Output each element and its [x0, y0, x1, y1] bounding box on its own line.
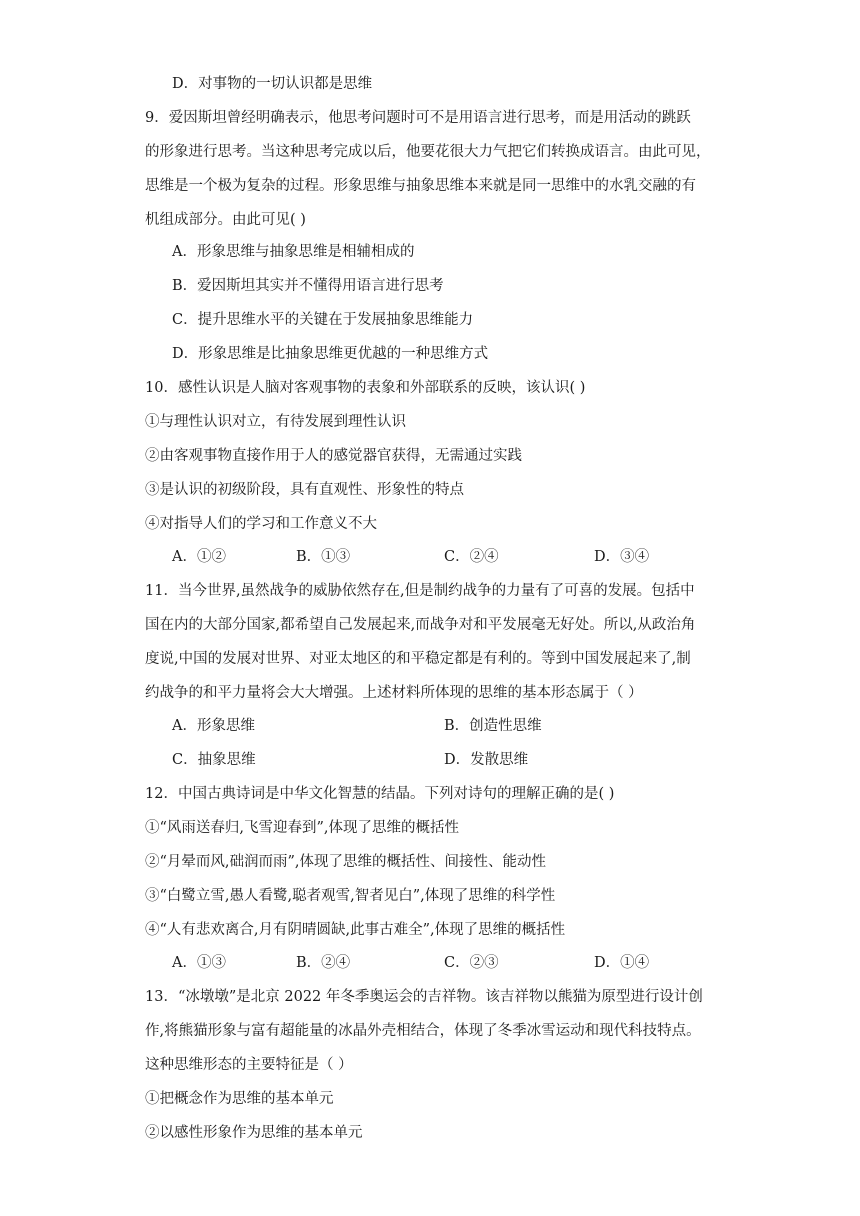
q8-option-d: D．对事物的一切认识都是思维 [172, 76, 373, 92]
q13-statement-1: ①把概念作为思维的基本单元 [145, 1091, 334, 1107]
q10-statement-1: ①与理性认识对立，有待发展到理性认识 [145, 414, 406, 430]
q9-option-a: A．形象思维与抽象思维是相辅相成的 [172, 244, 415, 260]
q10-option-a: A．①② [172, 549, 226, 565]
q11-stem-line-1: 11．当今世界,虽然战争的威胁依然存在,但是制约战争的力量有了可喜的发展。包括中 [145, 583, 695, 599]
q9-option-c: C．提升思维水平的关键在于发展抽象思维能力 [172, 312, 474, 328]
q9-stem-line-4: 机组成部分。由此可见( ) [145, 212, 306, 228]
q11-stem-line-3: 度说,中国的发展对世界、对亚太地区的和平稳定都是有利的。等到中国发展起来了,制 [145, 651, 691, 667]
q12-option-c: C．②③ [444, 955, 499, 971]
q10-option-d: D．③④ [594, 549, 650, 565]
q11-option-b: B．创造性思维 [444, 718, 542, 734]
q12-option-b: B．②④ [296, 955, 351, 971]
q13-stem-line-2: 作,将熊猫形象与富有超能量的冰晶外壳相结合，体现了冬季冰雪运动和现代科技特点。 [145, 1023, 701, 1039]
q9-stem-line-1: 9．爱因斯坦曾经明确表示，他思考问题时可不是用语言进行思考，而是用活动的跳跃 [145, 110, 691, 126]
q11-stem-line-4: 约战争的和平力量将会大大增强。上述材料所体现的思维的基本形态属于（ ） [145, 685, 643, 701]
q10-statement-4: ④对指导人们的学习和工作意义不大 [145, 516, 377, 532]
q9-stem-line-2: 的形象进行思考。当这种思考完成以后，他要花很大力气把它们转换成语言。由此可见， [145, 144, 711, 160]
q12-statement-4: ④“人有悲欢离合,月有阴晴圆缺,此事古难全”,体现了思维的概括性 [145, 922, 566, 938]
q13-stem-line-3: 这种思维形态的主要特征是（ ） [145, 1057, 353, 1073]
q10-statement-2: ②由客观事物直接作用于人的感觉器官获得，无需通过实践 [145, 448, 522, 464]
q9-stem-line-3: 思维是一个极为复杂的过程。形象思维与抽象思维本来就是同一思维中的水乳交融的有 [145, 178, 696, 194]
q11-option-d: D．发散思维 [444, 752, 529, 768]
q10-stem: 10．感性认识是人脑对客观事物的表象和外部联系的反映，该认识( ) [145, 380, 586, 396]
q12-option-d: D．①④ [594, 955, 650, 971]
q9-option-b: B．爱因斯坦其实并不懂得用语言进行思考 [172, 278, 444, 294]
q12-option-a: A．①③ [172, 955, 226, 971]
q9-option-d: D．形象思维是比抽象思维更优越的一种思维方式 [172, 346, 489, 362]
q12-statement-2: ②“月晕而风,础润而雨”,体现了思维的概括性、间接性、能动性 [145, 854, 547, 870]
q11-option-c: C．抽象思维 [172, 752, 256, 768]
q12-statement-3: ③“白鹭立雪,愚人看鹭,聪者观雪,智者见白”,体现了思维的科学性 [145, 888, 556, 904]
q13-statement-2: ②以感性形象作为思维的基本单元 [145, 1125, 363, 1141]
q13-stem-line-1: 13．“冰墩墩”是北京 2022 年冬季奥运会的吉祥物。该吉祥物以熊猫为原型进行设计创 [145, 989, 703, 1005]
q10-option-b: B．①③ [296, 549, 351, 565]
q11-option-a: A．形象思维 [172, 718, 255, 734]
q12-stem: 12．中国古典诗词是中华文化智慧的结晶。下列对诗句的理解正确的是( ) [145, 786, 615, 802]
q10-statement-3: ③是认识的初级阶段，具有直观性、形象性的特点 [145, 482, 464, 498]
q10-option-c: C．②④ [444, 549, 499, 565]
q11-stem-line-2: 国在内的大部分国家,都希望自己发展起来,而战争对和平发展毫无好处。所以,从政治角 [145, 617, 696, 633]
q12-statement-1: ①“风雨送春归,飞雪迎春到”,体现了思维的概括性 [145, 820, 460, 836]
